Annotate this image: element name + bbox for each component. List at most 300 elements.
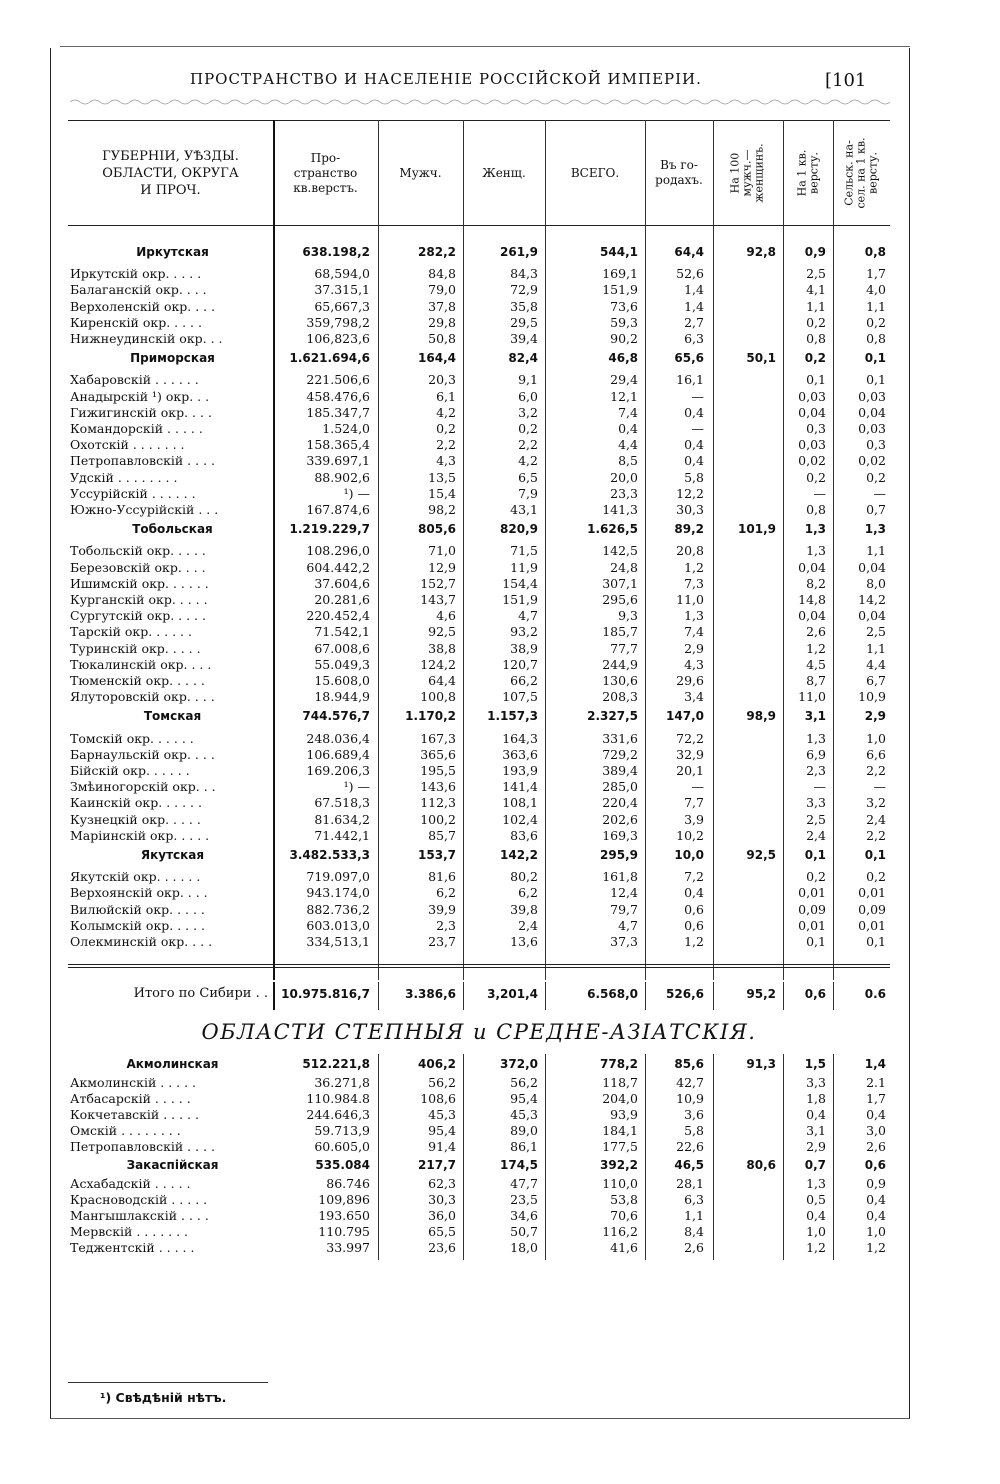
cell-male: 805,6: [418, 522, 456, 536]
cell-rural: 0,4: [866, 1192, 886, 1207]
table-row-province: [68, 244, 890, 260]
cell-density: 0,01: [798, 918, 826, 933]
cell-female: 7,9: [518, 486, 538, 501]
cell-area: 67.008,6: [314, 641, 370, 656]
cell-towns: 72,2: [676, 731, 704, 746]
cell-female: 102,4: [502, 812, 538, 827]
header-name: ГУБЕРНІИ, УѢЗДЫ. ОБЛАСТИ, ОКРУГА И ПРОЧ.: [102, 148, 239, 198]
cell-towns: 1,1: [684, 1208, 704, 1223]
row-name: Омскій . . . . . . . .: [70, 1123, 181, 1138]
cell-total: 59,3: [610, 315, 638, 330]
cell-towns: 3,9: [684, 812, 704, 827]
table-row: [68, 1240, 890, 1256]
cell-density: 0,5: [806, 1192, 826, 1207]
cell-female: 6,0: [518, 389, 538, 404]
column-rule: [545, 1054, 546, 1260]
top-rule: [60, 46, 910, 47]
cell-density: 0,03: [798, 437, 826, 452]
column-rule: [463, 1054, 464, 1260]
cell-area: 36.271,8: [314, 1075, 370, 1090]
cell-density: 1,2: [806, 1240, 826, 1255]
cell-towns: —: [691, 389, 704, 404]
table-row: [68, 389, 890, 405]
column-rule: [713, 1054, 714, 1260]
cell-female: 154,4: [502, 576, 538, 591]
table-row: [68, 624, 890, 640]
row-name: Сургутскій окр. . . . .: [70, 608, 206, 623]
cell-area: 185.347,7: [306, 405, 370, 420]
cell-ratio: 98,9: [746, 709, 776, 723]
cell-density: 3,1: [806, 1123, 826, 1138]
table-row: [68, 1139, 890, 1155]
cell-total: 29,4: [610, 372, 638, 387]
cell-total: 142,5: [602, 543, 638, 558]
cell-area: 65,667,3: [314, 299, 370, 314]
row-name: Томскій окр. . . . . .: [70, 731, 194, 746]
cell-rural: 0,01: [858, 918, 886, 933]
cell-male: 6,1: [436, 389, 456, 404]
cell-density: 14,8: [798, 592, 826, 607]
cell-total: 220,4: [602, 795, 638, 810]
column-rule: [463, 120, 464, 980]
cell-area: 1.219.229,7: [289, 522, 370, 536]
cell-area: 59.713,9: [314, 1123, 370, 1138]
cell-total: 4,7: [618, 918, 638, 933]
cell-rural: 6,6: [866, 747, 886, 762]
cell-area: 512.221,8: [302, 1057, 370, 1071]
cell-density: 0,04: [798, 560, 826, 575]
cell-female: 193,9: [502, 763, 538, 778]
column-rule: [645, 120, 646, 980]
cell-density: 4,5: [806, 657, 826, 672]
cell-area: 458.476,6: [306, 389, 370, 404]
table-row: [68, 282, 890, 298]
cell-ratio: 92,8: [746, 245, 776, 259]
table-row: [68, 421, 890, 437]
cell-total: 41,6: [610, 1240, 638, 1255]
cell-area: 221.506,6: [306, 372, 370, 387]
row-name: Верхоянскій окр. . . .: [70, 885, 208, 900]
footnote: ¹) Свѣдѣній нѣтъ.: [100, 1390, 227, 1405]
table-row: [68, 502, 890, 518]
cell-female: 18,0: [510, 1240, 538, 1255]
cell-towns: 22,6: [676, 1139, 704, 1154]
cell-towns: 52,6: [676, 266, 704, 281]
cell-area: 15.608,0: [314, 673, 370, 688]
cell-male: 37,8: [428, 299, 456, 314]
cell-female: 34,6: [510, 1208, 538, 1223]
cell-density: 0,09: [798, 902, 826, 917]
cell-rural: 4,0: [866, 282, 886, 297]
header-male: Мужч.: [399, 165, 442, 180]
table-row: [68, 795, 890, 811]
cell-density: 0,1: [806, 372, 826, 387]
cell-rural: 0,01: [858, 885, 886, 900]
row-name: Мангышлакскій . . . .: [70, 1208, 209, 1223]
cell-total: 23,3: [610, 486, 638, 501]
cell-male: 100,2: [420, 812, 456, 827]
cell-total: 116,2: [602, 1224, 638, 1239]
cell-density: 1,1: [806, 299, 826, 314]
cell-area: 10.975.816,7: [281, 987, 370, 1001]
cell-female: 13,6: [510, 934, 538, 949]
cell-rural: 2,5: [866, 624, 886, 639]
cell-male: 13,5: [428, 470, 456, 485]
row-name: Акмолинскій . . . . .: [70, 1075, 197, 1090]
cell-male: 29,8: [428, 315, 456, 330]
cell-density: 0,8: [806, 502, 826, 517]
column-rule: [833, 1054, 834, 1260]
cell-rural: 0,7: [866, 502, 886, 517]
row-name: Туринскій окр. . . . .: [70, 641, 201, 656]
cell-rural: 14,2: [858, 592, 886, 607]
row-name: Колымскій окр. . . . .: [70, 918, 206, 933]
cell-area: 55.049,3: [314, 657, 370, 672]
row-name: Тобольская: [132, 522, 213, 536]
cell-area: 604.442,2: [306, 560, 370, 575]
cell-density: 1,3: [804, 522, 826, 536]
cell-area: 1.621.694,6: [289, 351, 370, 365]
table-row: [68, 331, 890, 347]
row-name: Приморская: [130, 351, 215, 365]
row-name: Красноводскій . . . . .: [70, 1192, 208, 1207]
row-name: Тобольскій окр. . . . .: [70, 543, 206, 558]
cell-rural: 0,9: [866, 1176, 886, 1191]
cell-area: 603.013,0: [306, 918, 370, 933]
cell-total: 161,8: [602, 869, 638, 884]
table-row: [68, 763, 890, 779]
cell-rural: 0,2: [866, 869, 886, 884]
cell-rural: 2,6: [866, 1139, 886, 1154]
cell-male: 95,4: [428, 1123, 456, 1138]
cell-female: 3,201,4: [487, 987, 538, 1001]
cell-density: 0,04: [798, 608, 826, 623]
table-row: [68, 657, 890, 673]
cell-towns: 6,3: [684, 1192, 704, 1207]
table-row: [68, 266, 890, 282]
cell-female: 151,9: [502, 592, 538, 607]
cell-male: 152,7: [420, 576, 456, 591]
cell-density: —: [813, 486, 826, 501]
cell-area: 167.874,6: [306, 502, 370, 517]
cell-rural: 0,2: [866, 470, 886, 485]
cell-total: 202,6: [602, 812, 638, 827]
cell-density: 0,01: [798, 885, 826, 900]
cell-ratio: 101,9: [738, 522, 776, 536]
column-rule: [713, 120, 714, 980]
header-ratio: На 100 мужч.— женщинъ.: [728, 143, 766, 203]
cell-male: 195,5: [420, 763, 456, 778]
cell-female: 95,4: [510, 1091, 538, 1106]
cell-area: 638.198,2: [302, 245, 370, 259]
cell-female: 2,4: [518, 918, 538, 933]
cell-area: 248.036,4: [306, 731, 370, 746]
cell-rural: 0,1: [866, 934, 886, 949]
cell-total: 8,5: [618, 453, 638, 468]
cell-female: 56,2: [510, 1075, 538, 1090]
cell-female: 39,4: [510, 331, 538, 346]
cell-male: 143,7: [420, 592, 456, 607]
column-rule: [833, 982, 834, 1010]
cell-total: 9,3: [618, 608, 638, 623]
cell-rural: 0,1: [864, 351, 886, 365]
cell-towns: 5,8: [684, 470, 704, 485]
cell-towns: 1,4: [684, 282, 704, 297]
cell-female: 72,9: [510, 282, 538, 297]
row-name: Закаспійская: [126, 1158, 219, 1172]
cell-male: 38,8: [428, 641, 456, 656]
cell-male: 0,2: [436, 421, 456, 436]
cell-density: 1,3: [806, 731, 826, 746]
table-row: [68, 689, 890, 705]
cell-rural: 1,4: [864, 1057, 886, 1071]
cell-density: 1,3: [806, 543, 826, 558]
table-row: [68, 902, 890, 918]
cell-female: 80,2: [510, 869, 538, 884]
cell-female: 86,1: [510, 1139, 538, 1154]
cell-area: 334,513,1: [306, 934, 370, 949]
cell-male: 167,3: [420, 731, 456, 746]
table-row-province: [68, 350, 890, 366]
footnote-rule: [68, 1382, 268, 1383]
cell-total: 185,7: [602, 624, 638, 639]
cell-total: 307,1: [602, 576, 638, 591]
cell-total: 53,8: [610, 1192, 638, 1207]
cell-towns: 64,4: [674, 245, 704, 259]
cell-total: 1.626,5: [587, 522, 638, 536]
cell-female: 820,9: [500, 522, 538, 536]
row-name: Маріинскій окр. . . . .: [70, 828, 210, 843]
cell-density: 8,2: [806, 576, 826, 591]
cell-rural: 0,1: [866, 372, 886, 387]
cell-total: 37,3: [610, 934, 638, 949]
cell-male: 79,0: [428, 282, 456, 297]
cell-rural: 1,1: [866, 299, 886, 314]
cell-rural: 0.6: [864, 987, 886, 1001]
cell-male: 108,6: [420, 1091, 456, 1106]
cell-total: 110,0: [602, 1176, 638, 1191]
cell-rural: 0,04: [858, 608, 886, 623]
cell-female: 38,9: [510, 641, 538, 656]
cell-total: 729,2: [602, 747, 638, 762]
column-rule: [378, 120, 379, 980]
cell-area: 359,798,2: [306, 315, 370, 330]
cell-towns: —: [691, 421, 704, 436]
cell-towns: 4,3: [684, 657, 704, 672]
column-rule: [378, 982, 379, 1010]
row-name: Южно-Уссурійскій . . .: [70, 502, 219, 517]
table-row: [68, 747, 890, 763]
cell-male: 36,0: [428, 1208, 456, 1223]
row-name: Атбасарскій . . . . .: [70, 1091, 191, 1106]
cell-total: 392,2: [600, 1158, 638, 1172]
cell-rural: 2,9: [864, 709, 886, 723]
cell-ratio: 95,2: [746, 987, 776, 1001]
column-rule: [783, 1054, 784, 1260]
cell-male: 65,5: [428, 1224, 456, 1239]
cell-female: 6,5: [518, 470, 538, 485]
cell-male: 3.386,6: [405, 987, 456, 1001]
cell-total: 118,7: [602, 1075, 638, 1090]
cell-density: 1,3: [806, 1176, 826, 1191]
cell-female: 0,2: [518, 421, 538, 436]
header-area: Про- странство кв.верстъ.: [293, 150, 358, 195]
cell-towns: 0,4: [684, 437, 704, 452]
cell-male: 45,3: [428, 1107, 456, 1122]
cell-density: 2,5: [806, 812, 826, 827]
row-name: Ишимскій окр. . . . . .: [70, 576, 209, 591]
cell-male: 85,7: [428, 828, 456, 843]
cell-male: 6,2: [436, 885, 456, 900]
cell-towns: 42,7: [676, 1075, 704, 1090]
cell-total: 295,9: [600, 848, 638, 862]
cell-area: 108.296,0: [306, 543, 370, 558]
row-name: Нижнеудинскій окр. . .: [70, 331, 223, 346]
row-name: Олекминскій окр. . . .: [70, 934, 213, 949]
column-rule: [645, 982, 646, 1010]
cell-towns: 28,1: [676, 1176, 704, 1191]
cell-female: 43,1: [510, 502, 538, 517]
cell-total: 208,3: [602, 689, 638, 704]
table-row-total: [68, 986, 890, 1002]
cell-rural: 10,9: [858, 689, 886, 704]
cell-density: 0,2: [804, 351, 826, 365]
cell-towns: —: [691, 779, 704, 794]
column-rule: [833, 120, 834, 980]
cell-total: 389,4: [602, 763, 638, 778]
table-row: [68, 576, 890, 592]
cell-male: 91,4: [428, 1139, 456, 1154]
cell-male: 81,6: [428, 869, 456, 884]
cell-male: 2,3: [436, 918, 456, 933]
table-row: [68, 828, 890, 844]
cell-towns: 10,2: [676, 828, 704, 843]
cell-density: 0,9: [804, 245, 826, 259]
cell-rural: 2.1: [866, 1075, 886, 1090]
cell-towns: 7,7: [684, 795, 704, 810]
cell-area: 1.524,0: [322, 421, 370, 436]
cell-male: 30,3: [428, 1192, 456, 1207]
cell-rural: 0,4: [866, 1208, 886, 1223]
page-number: [101: [825, 70, 867, 91]
cell-towns: 0,4: [684, 405, 704, 420]
cell-male: 98,2: [428, 502, 456, 517]
cell-area: 110.795: [318, 1224, 370, 1239]
table-row: [68, 1091, 890, 1107]
cell-rural: 8,0: [866, 576, 886, 591]
table-row: [68, 673, 890, 689]
cell-rural: 0,3: [866, 437, 886, 452]
cell-female: 108,1: [502, 795, 538, 810]
cell-towns: 29,6: [676, 673, 704, 688]
header-towns: Въ го- родахъ.: [655, 158, 703, 187]
cell-female: 4,7: [518, 608, 538, 623]
row-name: Верхоленскій окр. . . .: [70, 299, 216, 314]
cell-male: 20,3: [428, 372, 456, 387]
cell-female: 4,2: [518, 453, 538, 468]
cell-female: 142,2: [500, 848, 538, 862]
cell-male: 2,2: [436, 437, 456, 452]
cell-rural: 0,03: [858, 389, 886, 404]
cell-towns: 46,5: [674, 1158, 704, 1172]
cell-density: 0,4: [806, 1107, 826, 1122]
cell-area: ¹) —: [343, 486, 370, 501]
cell-ratio: 91,3: [746, 1057, 776, 1071]
cell-rural: 0,6: [864, 1158, 886, 1172]
cell-rural: 0,04: [858, 560, 886, 575]
cell-total: 244,9: [602, 657, 638, 672]
cell-area: 719.097,0: [306, 869, 370, 884]
cell-area: 744.576,7: [302, 709, 370, 723]
cell-towns: 7,2: [684, 869, 704, 884]
cell-area: 193.650: [318, 1208, 370, 1223]
cell-area: 20.281,6: [314, 592, 370, 607]
cell-male: 282,2: [418, 245, 456, 259]
cell-rural: 0,1: [864, 848, 886, 862]
cell-density: 0,2: [806, 869, 826, 884]
cell-towns: 20,8: [676, 543, 704, 558]
cell-towns: 7,3: [684, 576, 704, 591]
cell-total: 331,6: [602, 731, 638, 746]
cell-total: 295,6: [602, 592, 638, 607]
cell-rural: 0,04: [858, 405, 886, 420]
table-row: [68, 934, 890, 950]
row-name: Якутская: [140, 848, 205, 862]
cell-density: 3,3: [806, 1075, 826, 1090]
cell-area: 220.452,4: [306, 608, 370, 623]
cell-female: 372,0: [500, 1057, 538, 1071]
table-row: [68, 1075, 890, 1091]
column-rule: [545, 120, 546, 980]
cell-towns: 0,6: [684, 902, 704, 917]
table-row: [68, 486, 890, 502]
cell-female: 164,3: [502, 731, 538, 746]
cell-area: 67.518,3: [314, 795, 370, 810]
cell-total: 204,0: [602, 1091, 638, 1106]
cell-total: 73,6: [610, 299, 638, 314]
row-name: Мервскій . . . . . . .: [70, 1224, 189, 1239]
cell-female: 23,5: [510, 1192, 538, 1207]
cell-total: 6.568,0: [587, 987, 638, 1001]
cell-density: 2,3: [806, 763, 826, 778]
row-name: Якутскій окр. . . . . .: [70, 869, 201, 884]
cell-male: 124,2: [420, 657, 456, 672]
table-row: [68, 299, 890, 315]
cell-density: 3,1: [804, 709, 826, 723]
table-row: [68, 543, 890, 559]
cell-rural: 2,2: [866, 763, 886, 778]
row-name: Удскій . . . . . . . .: [70, 470, 178, 485]
cell-density: 0,03: [798, 389, 826, 404]
row-name: Вилюйскій окр. . . . .: [70, 902, 205, 917]
row-name: Охотскій . . . . . . .: [70, 437, 185, 452]
cell-female: 83,6: [510, 828, 538, 843]
cell-female: 93,2: [510, 624, 538, 639]
cell-towns: 1,2: [684, 934, 704, 949]
row-name: Петропавловскій . . . .: [70, 1139, 215, 1154]
cell-total: 79,7: [610, 902, 638, 917]
table-header: [68, 120, 890, 226]
cell-total: 285,0: [602, 779, 638, 794]
cell-towns: 147,0: [666, 709, 704, 723]
cell-rural: 0,8: [866, 331, 886, 346]
cell-density: 2,9: [806, 1139, 826, 1154]
cell-area: 68,594,0: [314, 266, 370, 281]
cell-area: 18.944,9: [314, 689, 370, 704]
cell-towns: 0,6: [684, 918, 704, 933]
cell-density: 0,2: [806, 315, 826, 330]
cell-rural: 0,8: [864, 245, 886, 259]
